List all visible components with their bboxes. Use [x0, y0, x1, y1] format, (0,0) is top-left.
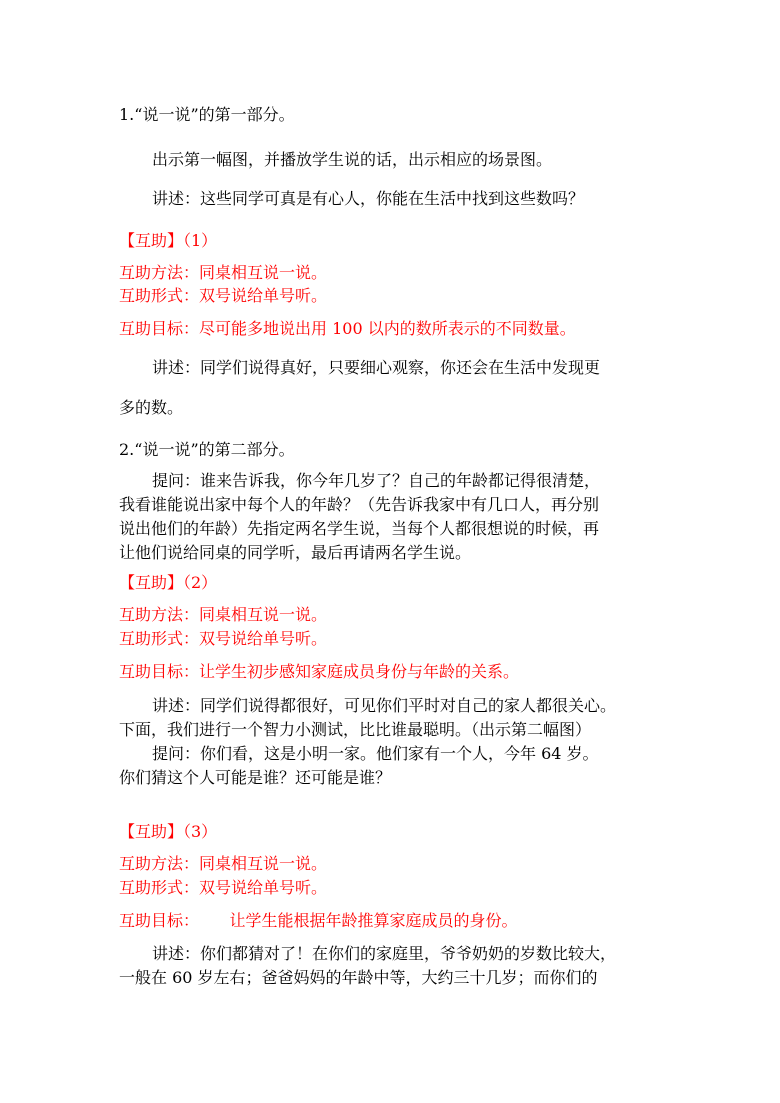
help-label-3: 【互助】（3）: [119, 822, 218, 841]
paragraph-line: 下面，我们进行一个智力小测试，比比谁最聪明。（出示第二幅图）: [119, 720, 592, 739]
help-goal: 互助目标：让学生初步感知家庭成员身份与年龄的关系。: [119, 662, 520, 681]
paragraph-line: 讲述：这些同学可真是有心人，你能在生活中找到这些数吗？: [152, 189, 585, 208]
help-method: 互助方法：同桌相互说一说。: [119, 263, 328, 282]
help-form: 互助形式：双号说给单号听。: [119, 878, 328, 897]
paragraph-line: 你们猜这个人可能是谁？还可能是谁？: [119, 768, 392, 787]
paragraph-line: 讲述：你们都猜对了！在你们的家庭里，爷爷奶奶的岁数比较大，: [152, 944, 617, 963]
help-label-1: 【互助】（1）: [119, 231, 218, 250]
help-label-2: 【互助】（2）: [119, 573, 218, 592]
paragraph-line: 让他们说给同桌的同学听，最后再请两名学生说。: [119, 543, 472, 562]
paragraph-line: 一般在 60 岁左右；爸爸妈妈的年龄中等，大约三十几岁；而你们的: [119, 968, 598, 987]
paragraph-line: 提问：谁来告诉我，你今年几岁了？自己的年龄都记得很清楚，: [152, 471, 601, 490]
help-form: 互助形式：双号说给单号听。: [119, 286, 328, 305]
help-goal: 互助目标： 让学生能根据年龄推算家庭成员的身份。: [119, 911, 518, 930]
paragraph-line: 说出他们的年龄）先指定两名学生说，当每个人都很想说的时候，再: [119, 519, 600, 538]
help-method: 互助方法：同桌相互说一说。: [119, 605, 328, 624]
help-method: 互助方法：同桌相互说一说。: [119, 854, 328, 873]
help-goal: 互助目标：尽可能多地说出用 100 以内的数所表示的不同数量。: [119, 319, 576, 338]
paragraph-line: 多的数。: [119, 398, 184, 417]
section-heading-2: 2.“说一说”的第二部分。: [119, 440, 295, 459]
help-form: 互助形式：双号说给单号听。: [119, 629, 328, 648]
paragraph-line: 讲述：同学们说得真好，只要细心观察，你还会在生活中发现更: [152, 358, 601, 377]
paragraph-line: 提问：你们看，这是小明一家。他们家有一个人，今年 64 岁。: [152, 744, 599, 763]
paragraph-line: 讲述：同学们说得都很好，可见你们平时对自己的家人都很关心。: [152, 696, 617, 715]
paragraph-line: 出示第一幅图，并播放学生说的话，出示相应的场景图。: [152, 150, 553, 169]
paragraph-line: 我看谁能说出家中每个人的年龄？（先告诉我家中有几口人，再分别: [119, 495, 600, 514]
section-heading-1: 1.“说一说”的第一部分。: [119, 105, 295, 124]
